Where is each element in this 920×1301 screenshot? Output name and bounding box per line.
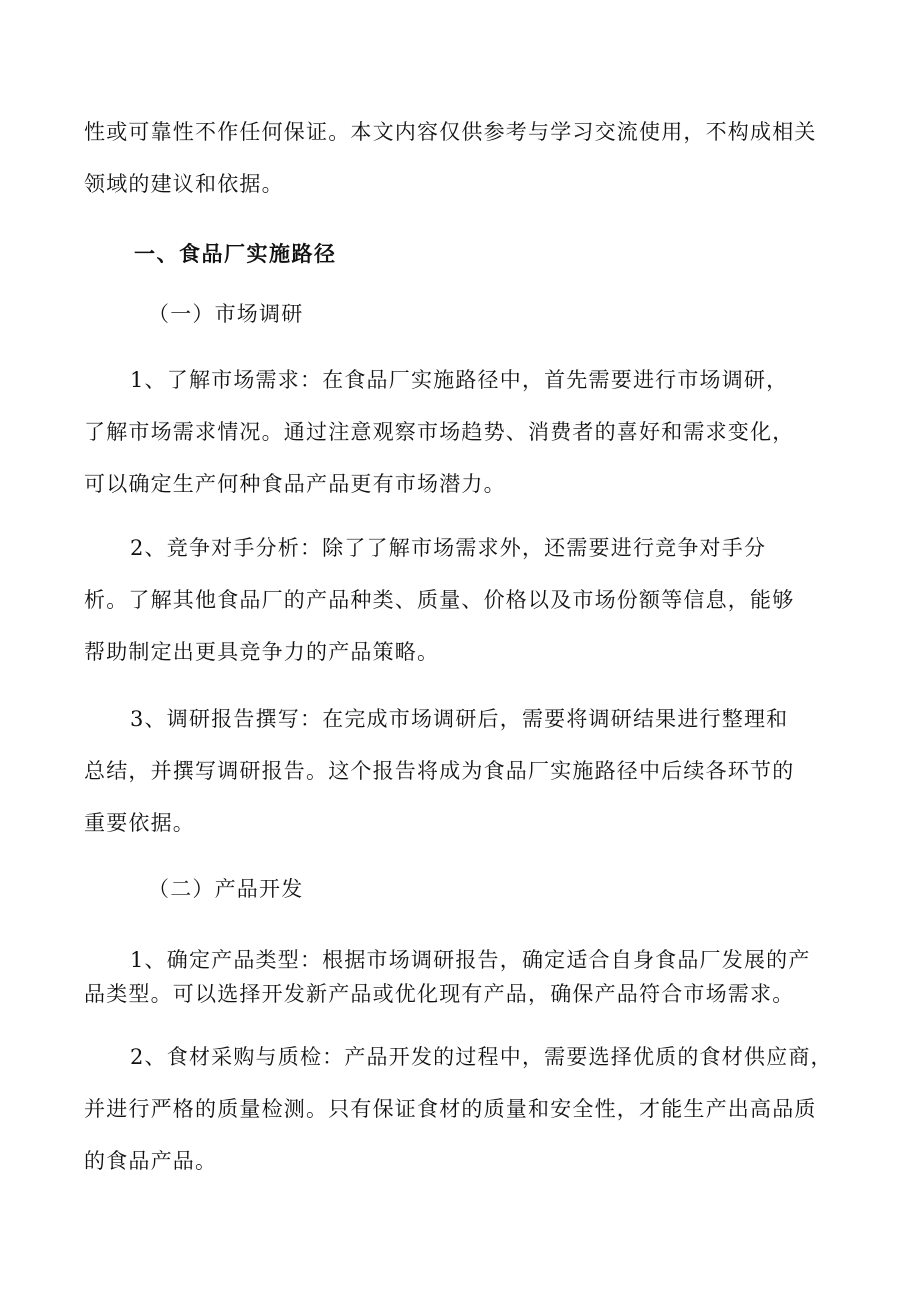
paragraph-line: 1、了解市场需求：在食品厂实施路径中，首先需要进行市场调研， <box>130 368 789 392</box>
paragraph-line: 帮助制定出更具竞争力的产品策略。 <box>84 640 440 664</box>
paragraph-line: 2、竞争对手分析：除了了解市场需求外，还需要进行竞争对手分 <box>130 536 767 560</box>
intro-line-2: 领域的建议和依据。 <box>84 172 284 196</box>
paragraph-line: 可以确定生产何种食品产品更有市场潜力。 <box>84 472 506 496</box>
paragraph-line: 了解市场需求情况。通过注意观察市场趋势、消费者的喜好和需求变化， <box>84 420 795 444</box>
paragraph-line: 并进行严格的质量检测。只有保证食材的质量和安全性，才能生产出高品质 <box>84 1097 817 1121</box>
section-heading: 一、食品厂实施路径 <box>134 242 337 266</box>
intro-line-1: 性或可靠性不作任何保证。本文内容仅供参考与学习交流使用，不构成相关 <box>84 120 817 144</box>
subsection-title-product-development: （二）产品开发 <box>148 877 304 901</box>
subsection-title-market-research: （一）市场调研 <box>148 302 304 326</box>
paragraph-line: 2、食材采购与质检：产品开发的过程中，需要选择优质的食材供应商， <box>130 1045 833 1069</box>
paragraph-line: 3、调研报告撰写：在完成市场调研后，需要将调研结果进行整理和 <box>130 707 789 731</box>
paragraph-line: 析。了解其他食品厂的产品种类、质量、价格以及市场份额等信息，能够 <box>84 588 795 612</box>
paragraph-line: 的食品产品。 <box>84 1149 218 1173</box>
paragraph-line: 1、确定产品类型：根据市场调研报告，确定适合自身食品厂发展的产 <box>130 948 811 972</box>
paragraph-line: 品类型。可以选择开发新产品或优化现有产品，确保产品符合市场需求。 <box>84 982 795 1006</box>
paragraph-line: 重要依据。 <box>84 811 195 835</box>
paragraph-line: 总结，并撰写调研报告。这个报告将成为食品厂实施路径中后续各环节的 <box>84 759 795 783</box>
